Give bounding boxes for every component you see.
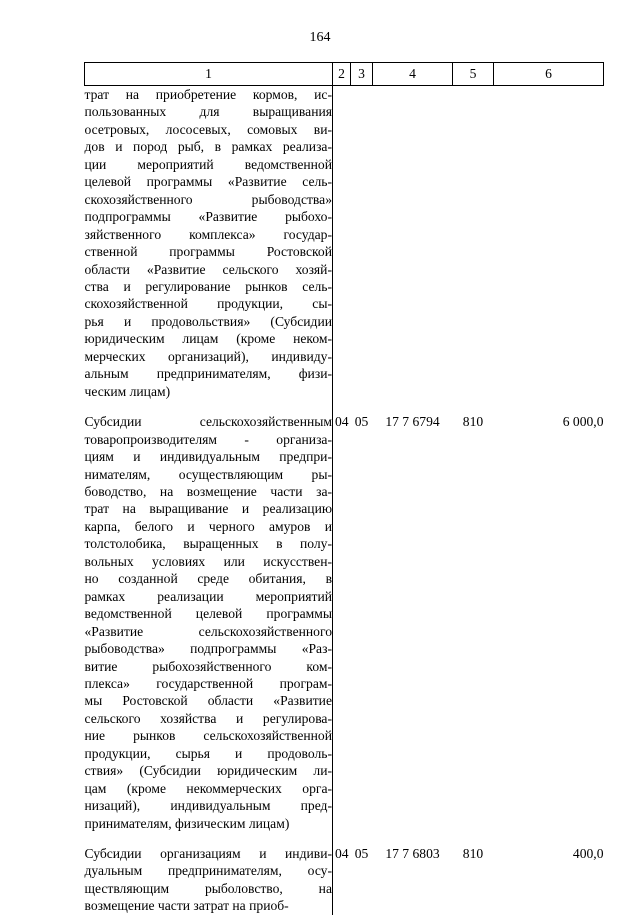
description-line: карпа, белого и черного амуров и xyxy=(84,518,332,534)
header-col-4: 4 xyxy=(373,63,453,86)
description-line: витие рыбохозяйственного ком- xyxy=(84,658,332,674)
description-line: нимателям, осуществляющим ры- xyxy=(84,466,332,482)
description-line: мы Ростовской области «Развитие xyxy=(84,693,332,709)
table-row xyxy=(85,413,604,832)
description-line: трат на выращивание и реализацию xyxy=(84,501,332,517)
target-code: 17 7 6794 xyxy=(385,414,440,430)
description-line: толстолобика, выращенных в полу- xyxy=(84,536,332,552)
description-line: осетровых, лососевых, сомовых ви- xyxy=(84,121,332,137)
table-row xyxy=(85,86,604,401)
description-line: товаропроизводителям - организа- xyxy=(84,431,332,447)
section-code xyxy=(333,86,351,401)
section-code: 04 xyxy=(334,846,349,862)
description-line: рамках реализации мероприятий xyxy=(84,588,332,604)
header-col-1: 1 xyxy=(85,63,333,86)
description-line: рья и продовольствия» (Субсидии xyxy=(84,313,332,329)
description-line: мерческих организаций), индивиду- xyxy=(84,348,332,364)
description-line: зяйственного комплекса» государ- xyxy=(84,226,332,242)
description-line: целевой программы «Развитие сель- xyxy=(84,174,332,190)
description-line: цам (кроме некоммерческих орга- xyxy=(84,780,332,796)
description-line: дов и пород рыб, в рамках реализа- xyxy=(84,139,332,155)
description-line: рыбоводства» подпрограммы «Раз- xyxy=(84,641,332,657)
description-line: ствия» (Субсидии юридическим ли- xyxy=(84,763,332,779)
expense-type-code xyxy=(453,86,494,401)
expense-type-code: 810 xyxy=(462,846,484,862)
description-line: продукции, сырья и продоволь- xyxy=(84,745,332,761)
amount: 400,0 xyxy=(572,846,604,862)
description-line: плекса» государственной програм- xyxy=(84,675,332,691)
description-line: ственной программы Ростовской xyxy=(84,244,332,260)
description-line: ции мероприятий ведомственной xyxy=(84,156,332,172)
description-line: низаций), индивидуальным пред- xyxy=(84,798,332,814)
table-header-row xyxy=(85,63,604,86)
description-line: ческим лицам) xyxy=(84,383,171,399)
subsection-code xyxy=(351,86,373,401)
header-col-6: 6 xyxy=(494,63,604,86)
row-spacer xyxy=(85,400,604,413)
description-line: юридическим лицам (кроме неком- xyxy=(84,331,332,347)
target-code: 17 7 6803 xyxy=(385,846,440,862)
row-description xyxy=(85,845,333,915)
description-line: ведомственной целевой программы xyxy=(84,606,332,622)
description-line: принимателям, физическим лицам) xyxy=(84,815,290,831)
row-description xyxy=(85,413,333,832)
description-line: сельского хозяйства и регулирова- xyxy=(84,710,332,726)
description-line: скохозяйственной продукции, сы- xyxy=(84,296,332,312)
header-col-5: 5 xyxy=(453,63,494,86)
amount xyxy=(494,86,604,401)
description-line: ства и регулирование рынков сель- xyxy=(84,278,332,294)
description-line: Субсидии сельскохозяйственным xyxy=(84,414,332,430)
row-description xyxy=(85,86,333,401)
description-line: альным предпринимателям, физи- xyxy=(84,366,332,382)
target-code xyxy=(373,86,453,401)
row-spacer xyxy=(85,832,604,845)
page-number: 164 xyxy=(309,30,331,45)
description-line: дуальным предпринимателям, осу- xyxy=(84,863,332,879)
description-line: трат на приобретение кормов, ис- xyxy=(84,87,332,102)
description-line: ществляющим рыболовство, на xyxy=(84,880,332,896)
description-line: боводство, на возмещение части за- xyxy=(84,483,332,499)
description-line: но созданной среде обитания, в xyxy=(84,571,332,587)
description-line: области «Развитие сельского хозяй- xyxy=(84,261,332,277)
description-line: подпрограммы «Развитие рыбохо- xyxy=(84,209,332,225)
description-line: Субсидии организациям и индиви- xyxy=(84,846,332,862)
header-col-2: 2 xyxy=(333,63,351,86)
header-col-3: 3 xyxy=(351,63,373,86)
subsection-code: 05 xyxy=(354,846,369,862)
description-line: «Развитие сельскохозяйственного xyxy=(84,623,332,639)
amount: 6 000,0 xyxy=(562,414,604,430)
expense-type-code: 810 xyxy=(462,414,484,430)
description-line: циям и индивидуальным предпри- xyxy=(84,449,332,465)
description-line: пользованных для выращивания xyxy=(84,104,332,120)
description-line: скохозяйственного рыбоводства» xyxy=(84,191,332,207)
subsection-code: 05 xyxy=(354,414,369,430)
budget-table xyxy=(84,62,604,915)
table-row xyxy=(85,845,604,915)
description-line: возмещение части затрат на приоб- xyxy=(84,898,289,914)
section-code: 04 xyxy=(334,414,349,430)
description-line: вольных условиях или искусствен- xyxy=(84,553,332,569)
description-line: ние рынков сельскохозяйственной xyxy=(84,728,332,744)
